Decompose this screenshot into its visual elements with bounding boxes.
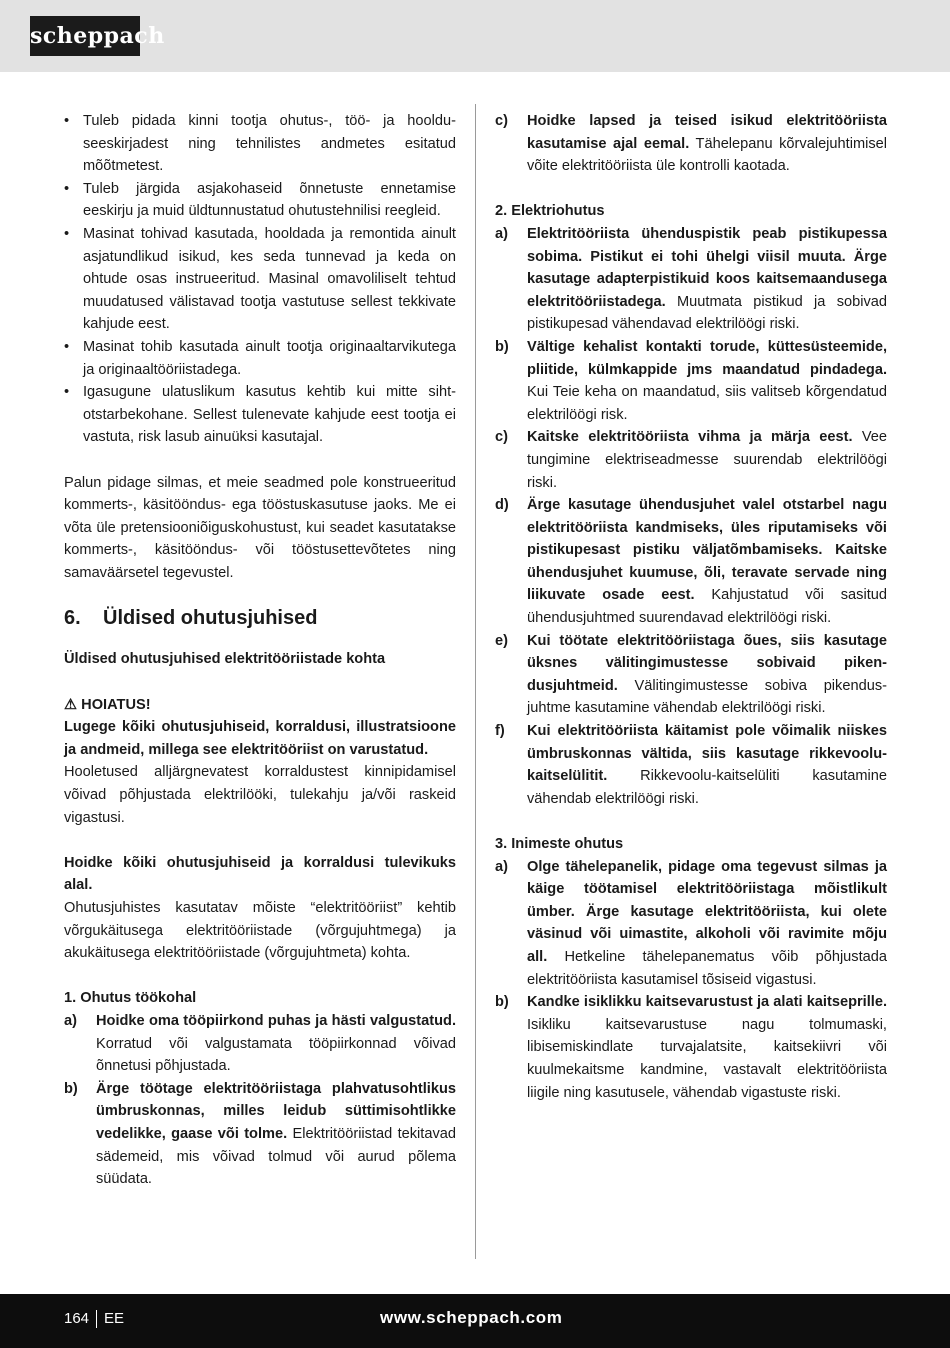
keep-instructions-bold: Hoidke kõiki ohutusjuhiseid ja korraldusi tulevikuks alal. <box>64 854 456 894</box>
personal-safety-title: 3. Inimeste ohutus <box>495 836 624 852</box>
item-label: b) <box>64 1080 78 1097</box>
page-number: 164 <box>64 1310 90 1327</box>
scheppach-logo: scheppach <box>30 16 140 56</box>
item-bold: Ärge töötage elektritööriistaga plahvatusohtlikus ümbruskonnas, milles leidub süttimisohtlikke vedelikke, gaase või tolme. <box>96 1080 456 1142</box>
item-bold: Kui töötate elektritööriistaga õues, siis kasutage üksnes välitingimustesse sobivaid pikendusjuhtmeid. <box>527 632 887 694</box>
list-item <box>64 1010 456 1078</box>
item-label: b) <box>495 338 509 355</box>
left-column <box>64 110 456 1191</box>
item-bold: Vältige kehalist kontakti torude, küttesüsteemide, pliitide, külmkappide jms maandatud pindadega. <box>527 338 887 378</box>
list-item: • Masinat tohib kasutada ainult tootja originaaltarvikutega ja originaaltööriistadega. <box>64 336 456 381</box>
item-label: d) <box>495 497 509 514</box>
right-column <box>495 110 887 1104</box>
item-bold: Kui elektritööriista käitamist pole võimalik niiskes ümbruskonnas vältida, siis kasutage rikkevoolu-kaitselülitit. <box>527 723 887 785</box>
item-text: Vee tungimine elektriseadmesse suurendab elektrilöögi riski. <box>527 429 887 491</box>
intro-bullet-list <box>64 110 456 449</box>
work-safety-title: 1. Ohutus töökohal <box>64 990 197 1007</box>
list-item: • Tuleb järgida asjakohaseid õnnetuste ennetamise eeskirju ja muid üldtunnustatud ohutustehnilisi reegleid. <box>64 178 456 223</box>
item-text: Kahjustatud või sasitud ühendusjuhtmed suurendavad elektrilöögi riski. <box>527 587 887 627</box>
item-bold: Kandke isiklikku kaitsevarustust ja alati kaitseprille. <box>527 994 887 1011</box>
footer-separator <box>96 1310 97 1328</box>
website-url: www.scheppach.com <box>380 1308 563 1327</box>
warning-bold-text: Lugege kõiki ohutusjuhiseid, korraldusi, illustratsioone ja andmeid, millega see elektritööriist on varustatud. <box>64 719 456 758</box>
item-label: a) <box>495 858 508 875</box>
item-label: a) <box>495 225 508 242</box>
list-item <box>495 223 887 336</box>
keep-instructions-text: Ohutusjuhistes kasutatav mõiste “elektritööriist” kehtib võrgukäitusega elektritööriistade (võrgujuhtmega) ja akukäitusega elektritööriistade (võrgujuhtmeta) kohta. <box>64 900 456 962</box>
item-bold: Ärge kasutage ühendusjuhet valel otstarbel nagu elektritööriista kandmiseks, üles riputamiseks või pistikupesast pistiku väljatõmbamiseks. Kaitske ühendusjuhet kuumuse, õli, teravate servade ning liikuvate osade eest. <box>527 497 887 604</box>
section-number: 6. <box>64 607 81 630</box>
item-bold: Hoidke lapsed ja teised isikud elektritööriista kasutamise ajal eemal. <box>527 113 887 152</box>
list-item: • Igasugune ulatuslikum kasutus kehtib kui mitte sihtotstarbekohane. Sellest tulenevate kahjude eest tootja ei vastuta, risk lasub ainuüksi kasutajal. <box>64 381 456 449</box>
usage-note: Palun pidage silmas, et meie seadmed pole konstrueeritud kommerts-, käsitööndus- ega tööstuskasutuse jaoks. Me ei võta üle pretensiooniõiguskohustust, kui seadet kasutatakse kommerts-, käsitööndus- või tööstusettevõtetes ning samaväärsetel tegevustel. <box>64 474 456 581</box>
list-item <box>495 494 887 630</box>
list-item: • Tuleb pidada kinni tootja ohutus-, töö- ja hoolduseeskirjadest ning tehnilistes andmetes esitatud mõõtmetest. <box>64 110 456 178</box>
item-text: Hetkeline tähelepanematus võib põhjustada elektritööriista kasutamisel tõsiseid vigastusi. <box>527 948 887 988</box>
item-text: Korratud või valgustamata tööpiirkonnad võivad õnnetusi põhjustada. <box>96 1035 456 1075</box>
item-label: c) <box>495 113 508 129</box>
item-label: f) <box>495 723 505 740</box>
item-bold: Hoidke oma tööpiirkond puhas ja hästi valgustatud. <box>96 1012 456 1029</box>
item-label: e) <box>495 632 508 649</box>
language-code: EE <box>104 1310 125 1327</box>
warning-label: HOIATUS! <box>81 696 151 713</box>
header-band <box>0 0 950 72</box>
item-bold: Elektritööriista ühenduspistik peab pistikupessa sobima. Pistikut ei tohi ühelgi viisil muuta. Ärge kasutage adapterpistikuid koos kaitsemaandusega elektritööriistadega. <box>527 225 887 310</box>
section-title: Üldised ohutusjuhised <box>103 607 318 630</box>
item-text: Muutmata pistikud ja sobivad pistikupesad vähendavad elektrilöögi riski. <box>527 293 887 333</box>
list-item <box>495 336 887 426</box>
warning-text: Hooletused alljärgnevatest korraldustest kinnipidamisel võivad põhjustada elektrilööki, tulekahju ja/või raskeid vigastusi. <box>64 764 456 826</box>
list-item <box>64 1078 456 1191</box>
warning-icon: ⚠ <box>64 696 78 713</box>
warning-heading <box>64 694 456 717</box>
section-heading <box>64 604 456 632</box>
list-item <box>495 426 887 494</box>
list-item <box>495 991 887 1104</box>
list-item <box>495 110 887 178</box>
item-text: Elektritööriistad tekitavad sädemeid, mis võivad tolmud või aurud põlema süüdata. <box>96 1125 456 1188</box>
list-item <box>495 856 887 992</box>
item-text: Välitingimustesse sobiva pikendusjuhtme kasutamine vähendab elektrilöögi riski. <box>527 677 887 717</box>
item-text: Isikliku kaitsevarustuse nagu tolmumaski, libisemiskindlate turvajalatsite, kaitsekiivri või kuulmekaitsme kandmine, vastavalt elektritööriista liigile ning kasutusele, vähendab vigastuste riski. <box>527 1016 887 1101</box>
list-item: • Masinat tohivad kasutada, hooldada ja remontida ainult asjatundlikud isikud, kes seda tunnevad ja keda on ohtude osas instrueeritud. Masinal omavoliliselt tehtud muudatused välistavad tootja vastutuse sellest tekkivate kahjude eest. <box>64 223 456 336</box>
subtitle: Üldised ohutusjuhised elektritööriistade kohta <box>64 651 386 668</box>
item-text: Tähelepanu kõrvalejuhtimisel võite elektritööriista üle kontrolli kaotada. <box>527 135 888 175</box>
item-label: a) <box>64 1012 77 1029</box>
footer-bar <box>0 1294 950 1348</box>
item-bold: Olge tähelepanelik, pidage oma tegevust silmas ja käige töötamisel elektritööriistaga mõistlikult ümber. Ärge kasutage elektritööriista, kui olete väsinud või uimastite, alkoholi või ravimite mõju all. <box>527 858 887 965</box>
list-item <box>495 630 887 720</box>
item-label: b) <box>495 994 509 1011</box>
item-text: Rikkevoolu-kaitselüliti kasutamine vähendab elektrilöögi riski. <box>527 768 887 807</box>
item-label: c) <box>495 429 508 446</box>
electrical-safety-title: 2. Elektriohutus <box>495 203 605 220</box>
list-item <box>495 720 887 810</box>
item-text: Kui Teie keha on maandatud, siis valitseb kõrgendatud elektrilöögi risk. <box>527 384 887 423</box>
item-bold: Kaitske elektritööriista vihma ja märja eest. <box>527 429 853 446</box>
column-divider <box>475 104 476 1259</box>
